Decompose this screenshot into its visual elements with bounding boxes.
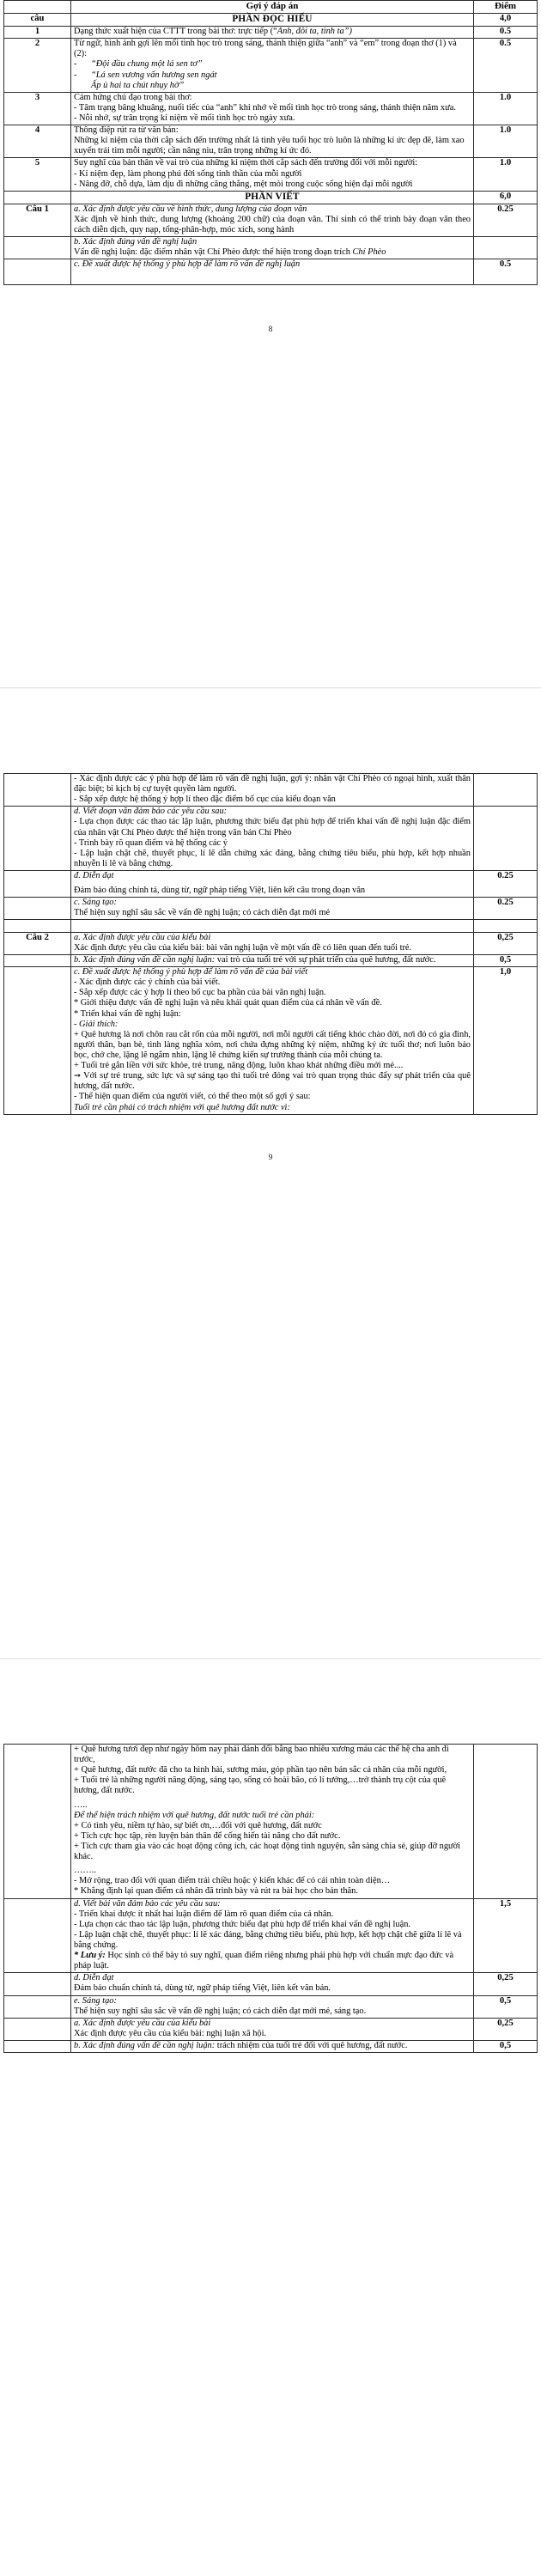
question-score-3: 1.0 xyxy=(474,92,538,125)
q4-bullet-1: Những kỉ niệm của thời cắp sách đến trường nhất là tình yêu tuổi học trò luôn là những kí ức đẹp đẽ, làm xao xuyến trái tim mỗi người; cần nâng niu, trân trọng những kí ức đó. xyxy=(74,136,465,156)
cau1-item-a xyxy=(71,204,474,236)
question-content-4 xyxy=(71,125,474,158)
question-number-1: 1 xyxy=(4,26,71,38)
cau1-c-numcell-cont xyxy=(4,774,71,807)
cau2-c-heading: c. Đề xuất được hệ thống ý phù hợp để làm rõ vấn đề của bài viết xyxy=(74,967,308,977)
cau1-c-score-cont xyxy=(474,774,538,807)
table-row-continued xyxy=(4,967,538,1115)
list-item xyxy=(74,70,471,81)
q2-bullet-text-1: “Đội đầu chung một lá sen tơ” xyxy=(91,59,203,70)
cau2-a-heading: a. Xác định được yêu cầu của kiểu bài xyxy=(74,932,211,942)
cau2-c-after-arrow: - Thể hiện quan điểm của người viết, có thể theo một số gợi ý sau: xyxy=(74,1092,311,1102)
question-content-2 xyxy=(71,39,474,93)
answer-key-table-page-9 xyxy=(3,773,538,1115)
cau2-e-numcell xyxy=(4,1995,71,2018)
cau1-dd-heading: đ. Diễn đạt xyxy=(74,870,114,880)
table-row xyxy=(4,26,538,38)
cau1-item-c-head xyxy=(71,259,474,285)
cau2-c-plus-1: + Quê hương tươi đẹp như ngày hôm nay phải đánh đổi bằng bao nhiêu xương máu các thế hệ cha anh đi trước, xyxy=(74,1745,449,1765)
cau2-item-a2 xyxy=(71,2018,474,2040)
cau2-dd-heading: d. Diễn đạt xyxy=(74,1973,114,1983)
cau2-c-tail-1: - Mở rộng, trao đổi với quan điểm trái chiều hoặc ý kiến khác để có cái nhìn toàn diện… xyxy=(74,1876,391,1886)
cau2-item-c-body xyxy=(71,1745,474,1899)
cau1-d-heading: d. Viết đoạn văn đảm bảo các yêu cầu sau: xyxy=(74,807,228,817)
cau2-d-bullet-1: - Triển khai được ít nhất hai luận điểm để làm rõ quan điểm của cá nhân. xyxy=(74,1909,334,1919)
q3-intro: Cảm hứng chủ đạo trong bài thơ: xyxy=(74,92,192,102)
cau2-a2-body: Xác định được yêu cầu của kiểu bài: nghị luận xã hội. xyxy=(74,2028,267,2038)
cau2-c-line-4: * Triển khai vấn đề nghị luận: xyxy=(74,1008,181,1019)
cau1-item-b xyxy=(71,237,474,259)
cau2-b2-score: 0,5 xyxy=(474,2040,538,2052)
cau1-b-work-title: Chí Phèo xyxy=(352,247,386,258)
q2-intro: Từ ngữ, hình ảnh gợi lên mối tình học trò trong sáng, thánh thiện giữa “anh” và “em” trong đoạn thơ (1) và (2): xyxy=(74,39,457,59)
cau2-item-d xyxy=(71,1898,474,1973)
cau1-c-numcell xyxy=(4,259,71,285)
cau2-item-e xyxy=(71,1995,474,2018)
cau2-c-plus-2: + Quê hương, đất nước đã cho ta hình hài, sương máu, góp phần tạo nên bản sắc cá nhân của mỗi người, xyxy=(74,1765,447,1775)
q5-bullet-1: - Kỉ niệm đẹp, làm phong phú đời sống tinh thần của mỗi người xyxy=(74,168,302,179)
cau2-c-arrow-line: Với sự trẻ trung, sức lực và sự sáng tạo thì tuổi trẻ đóng vai trò quan trọng thúc đẩy sự phát triển của quê hương, đất nước. xyxy=(74,1071,471,1092)
q2-bullet-mark-2: - xyxy=(74,70,77,80)
cau2-c-tail-2: * Khẳng định lại quan điểm cá nhân đã trình bày và rút ra bài học cho bản thân. xyxy=(74,1886,358,1897)
question-number-5: 5 xyxy=(4,158,71,191)
table-row-continued xyxy=(4,774,538,807)
table-row xyxy=(4,237,538,259)
spacer-cell-1 xyxy=(4,920,71,932)
table-row xyxy=(4,870,538,897)
cau1-a-heading: a. Xác định được yêu cầu về hình thức, dung lượng của đoạn văn xyxy=(74,204,307,214)
table-row xyxy=(4,92,538,125)
question-number-2: 2 xyxy=(4,39,71,93)
q1-text-plain: Dạng thức xuất hiện của CTTT trong bài thơ: trực tiếp (“ xyxy=(74,26,277,36)
header-blank-cell xyxy=(4,1,71,14)
q4-intro: Thông điệp rút ra từ văn bản: xyxy=(74,125,179,136)
cau2-d-score: 1,5 xyxy=(474,1898,538,1973)
cau2-dd-score: 0,25 xyxy=(474,1973,538,1995)
right-arrow-icon: ➞ xyxy=(74,1071,82,1081)
cau2-dd-body: Đảm bảo chuẩn chính tả, dùng từ, ngữ pháp tiếng Việt, liên kết văn bản. xyxy=(74,1983,331,1994)
cau1-a-score: 0.25 xyxy=(474,204,538,236)
cau2-b2-heading: b. Xác định đúng vấn đề cần nghị luận: xyxy=(74,2040,216,2050)
page-10 xyxy=(0,1744,541,2053)
cau1-c-bullet-1: - Xác định được các ý phù hợp để làm rõ vấn đề nghị luận, gợi ý: nhân vật Chí Phèo có ngoại hình, xuất thân đặc biệt; bi kịch bị cự tuyệt quyền làm người. xyxy=(74,774,471,795)
q3-bullet-1: - Tâm trạng bâng khuâng, nuối tiếc của “anh” khi nhớ về mối tình học trò trong sáng, thánh thiện năm xưa. xyxy=(74,102,456,113)
cau2-a-score: 0,25 xyxy=(474,932,538,954)
q5-bullet-2: - Nâng đỡ, chỗ dựa, làm dịu đi những căng thẳng, mệt mỏi trong cuộc sống hiện đại mỗi người xyxy=(74,179,413,189)
cau2-c-line-3: * Giới thiệu được vấn đề nghị luận và nêu khái quát quan điểm của cá nhân về vấn đề. xyxy=(74,998,382,1008)
cau1-b-numcell xyxy=(4,237,71,259)
q2-bullet-mark-3 xyxy=(74,81,91,91)
cau2-b2-body: trách nhiệm của tuổi trẻ đối với quê hương, đất nước. xyxy=(215,2040,408,2050)
table-row xyxy=(4,2018,538,2040)
table-row xyxy=(4,39,538,93)
cau2-d-heading: d. Viết bài văn đảm bảo các yêu cầu sau: xyxy=(74,1898,221,1909)
question-score-2: 0.5 xyxy=(474,39,538,93)
spacer-cell-3 xyxy=(474,920,538,932)
cau2-c-numcell-cont xyxy=(4,1745,71,1899)
list-item xyxy=(74,59,471,70)
cau2-d-numcell xyxy=(4,1898,71,1973)
cau1-item-d xyxy=(71,807,474,871)
cau2-c-dots-2: …….. xyxy=(74,1866,96,1876)
cau2-item-b2 xyxy=(71,2040,474,2052)
cau2-b-heading: b. Xác định đúng vấn đề cần nghị luận: xyxy=(74,954,216,965)
table-header-row xyxy=(4,1,538,14)
table-row xyxy=(4,932,538,954)
cau1-e-body: Thể hiện suy nghĩ sâu sắc về vấn đề nghị luận; có cách diễn đạt mới mẻ xyxy=(74,908,331,918)
table-row xyxy=(4,954,538,966)
cau2-a2-heading: a. Xác định được yêu cầu của kiểu bài xyxy=(74,2018,211,2028)
cau2-e-heading: e. Sáng tạo: xyxy=(74,1995,117,2006)
cau2-a2-score: 0,25 xyxy=(474,2018,538,2040)
question-content-5 xyxy=(71,158,474,191)
page-break-2 xyxy=(0,1658,541,1744)
table-row xyxy=(4,158,538,191)
cau1-d-bullet-2: - Trình bày rõ quan điểm và hệ thống các ý xyxy=(74,837,228,848)
section-reading-row xyxy=(4,13,538,26)
question-number-3: 3 xyxy=(4,92,71,125)
cau2-label: Câu 2 xyxy=(4,932,71,954)
page-break-1 xyxy=(0,687,541,773)
section-title-writing: PHẦN VIẾT xyxy=(71,191,474,204)
page-separator-line-2 xyxy=(0,1658,541,1659)
question-content-1 xyxy=(71,26,474,38)
table-row xyxy=(4,1995,538,2018)
question-score-4: 1.0 xyxy=(474,125,538,158)
table-row-continued xyxy=(4,1745,538,1899)
cau2-c-plus-4: + Có tình yêu, niềm tự hào, sự biết ơn,…đối với quê hương, đất nước xyxy=(74,1820,322,1830)
cau1-c-heading: c. Đề xuất được hệ thống ý phù hợp để làm rõ vấn đề nghị luận xyxy=(74,259,301,270)
answer-key-table-page-8 xyxy=(3,0,538,285)
cau1-dd-numcell xyxy=(4,870,71,897)
table-row xyxy=(4,2040,538,2052)
section-score-reading: 4,0 xyxy=(474,13,538,26)
cau1-d-bullet-3: - Lập luận chặt chẽ, thuyết phục, lí lẽ dẫn chứng xác đáng, bằng chứng tiêu biểu, phù hợp, kết hợp nhuần nhuyễn lí lẽ và bằng chứng. xyxy=(74,848,471,868)
page-number-9: 9 xyxy=(268,1153,273,1162)
question-content-3 xyxy=(71,92,474,125)
cau2-b2-numcell xyxy=(4,2040,71,2052)
table-row xyxy=(4,807,538,871)
page-9 xyxy=(0,773,541,1658)
cau2-c-numcell xyxy=(4,967,71,1115)
section-title-reading: PHẦN ĐỌC HIỂU xyxy=(71,13,474,26)
cau1-b-score xyxy=(474,237,538,259)
cau2-c-giaithich-2: + Tuổi trẻ gắn liền với sức khỏe, trẻ trung, năng động, luôn khao khát những điều mới mẻ.... xyxy=(74,1061,404,1071)
cau2-item-b xyxy=(71,954,474,966)
q2-bullet-mark-1: - xyxy=(74,59,77,70)
cau2-c-italic-line-2: Để thể hiện trách nhiệm với quê hương, đất nước tuổi trẻ cần phải: xyxy=(74,1810,315,1820)
table-row-spacer xyxy=(4,920,538,932)
spacer-cell-2 xyxy=(71,920,474,932)
cau1-d-numcell xyxy=(4,807,71,871)
cau1-a-body: Xác định về hình thức, dung lượng (khoảng 200 chữ) của đoạn văn. Thí sinh có thể trình bày đoạn văn theo cách diễn dịch, quy nạp, tổng-phân-hợp, móc xích, song hành xyxy=(74,214,471,234)
cau2-c-plus-3: + Tuổi trẻ là những người năng động, sáng tạo, sống có hoài bão, có lí tưởng,…trở thành trụ cột của quê hương, đất nước. xyxy=(74,1775,447,1796)
page-number-8: 8 xyxy=(268,326,273,335)
cau2-d-luuy-label: * Lưu ý: xyxy=(74,1951,106,1961)
cau1-label: Câu 1 xyxy=(4,204,71,236)
cau2-c-score: 1,0 xyxy=(474,967,538,1115)
cau1-e-score: 0.25 xyxy=(474,898,538,920)
cau2-dd-numcell xyxy=(4,1973,71,1995)
page-separator-line xyxy=(0,687,541,689)
cau2-e-body: Thể hiện suy nghĩ sâu sắc về vấn đề nghị luận; có cách diễn đạt mới mẻ, sáng tạo. xyxy=(74,2006,367,2016)
cau2-item-c-head xyxy=(71,967,474,1115)
cau2-c-italic-line-1: Tuổi trẻ cần phải có trách nhiệm với quê hương đất nước vì: xyxy=(74,1102,290,1112)
table-row xyxy=(4,898,538,920)
question-score-5: 1.0 xyxy=(474,158,538,191)
header-score-label: Điểm xyxy=(474,1,538,14)
cau1-item-dd xyxy=(71,870,474,897)
section-writing-row xyxy=(4,191,538,204)
cau2-d-luuy-text: Học sinh có thể bày tỏ suy nghĩ, quan điểm riêng nhưng phải phù hợp với chuẩn mực đạo đức và pháp luật. xyxy=(74,1951,454,1971)
cau2-c-score-cont xyxy=(474,1745,538,1899)
cau2-c-giaithich-1: + Quê hương là nơi chôn rau cắt rốn của mỗi người, nơi mỗi người cất tiếng khóc chào đời, nơi đó có gia đình, người thân, bạn bè, tình làng nghĩa xóm, nơi chứa đựng những kỷ niệm, những ký ức tuổi thơ; nơi luôn bảo bọc, chở che, lặng lẽ ngắm nhìn, lặng lẽ chứng kiến sự trưởng thành của mỗi chúng ta. xyxy=(74,1029,471,1060)
q1-text-italic: Anh, đôi ta, tình ta”) xyxy=(277,26,352,36)
cau2-a2-numcell xyxy=(4,2018,71,2040)
cau2-e-score: 0,5 xyxy=(474,1995,538,2018)
list-item xyxy=(74,81,471,91)
cau1-b-heading: b. Xác định đúng vấn đề nghị luận xyxy=(74,237,198,247)
table-row xyxy=(4,204,538,236)
answer-key-table-page-10 xyxy=(3,1744,538,2053)
cau2-d-bullet-3: - Lập luận chặt chẽ, thuyết phục: lí lẽ xác đáng, bằng chứng tiêu biểu, phù hợp, kết hợp chặt chẽ giữa lí lẽ và bằng chứng. xyxy=(74,1929,462,1950)
cau1-e-numcell xyxy=(4,898,71,920)
cau1-dd-score: 0.25 xyxy=(474,870,538,897)
question-score-1: 0.5 xyxy=(474,26,538,38)
cau1-c-bullet-2: - Sắp xếp được hệ thống ý hợp lí theo đặc điểm bố cục của kiểu đoạn văn xyxy=(74,795,336,805)
question-number-4: 4 xyxy=(4,125,71,158)
cau2-b-numcell xyxy=(4,954,71,966)
cau1-dd-body: Đảm bảo đúng chính tả, dùng từ, ngữ pháp tiếng Việt, liên kết câu trong đoạn văn xyxy=(74,886,366,896)
cau2-c-line-2: - Sắp xếp được các ý hợp lí theo bố cục ba phần của bài văn nghị luận. xyxy=(74,988,326,998)
cau1-d-bullet-1: - Lựa chọn được các thao tác lập luận, phương thức biểu đạt phù hợp để triển khai vấn đề nghị luận đặc điểm của nhân vật Chí Phèo được thể hiện trong văn bản Chí Phèo xyxy=(74,817,471,837)
cau2-item-a xyxy=(71,932,474,954)
q5-intro: Suy nghĩ của bản thân về vai trò của những kỉ niệm thời cắp sách đến trường đối với mỗi người: xyxy=(74,158,418,168)
cau2-c-plus-6: + Tích cực tham gia vào các hoạt động công ích, các hoạt động tình nguyện, sẵn sàng chia sẻ, giúp đỡ người khác. xyxy=(74,1841,461,1862)
table-row xyxy=(4,1898,538,1973)
cau2-b-score: 0,5 xyxy=(474,954,538,966)
cau2-c-giaithich-label: - Giải thích: xyxy=(74,1019,119,1029)
cau1-c-score: 0.5 xyxy=(474,259,538,285)
cau2-item-dd xyxy=(71,1973,474,1995)
table-row xyxy=(4,125,538,158)
q2-bullet-text-2: “Lá sen vương vấn hương sen ngát xyxy=(91,70,217,80)
cau2-a-body: Xác định được yêu cầu của kiểu bài: bài văn nghị luận về một vấn đề có liên quan đến tuổi trẻ. xyxy=(74,942,412,953)
table-row xyxy=(4,1973,538,1995)
cau2-d-bullet-2: - Lựa chọn các thao tác lập luận, phương thức biểu đạt phù hợp để triển khai vấn đề nghị luận. xyxy=(74,1919,411,1929)
cau1-item-e xyxy=(71,898,474,920)
cau2-c-dots-1: ….. xyxy=(74,1800,88,1810)
section-score-writing: 6,0 xyxy=(474,191,538,204)
cau2-c-plus-5: + Tích cực học tập, rèn luyện bản thân để cống hiến tài năng cho đất nước. xyxy=(74,1830,341,1841)
cau1-d-score xyxy=(474,807,538,871)
cau2-c-line-1: - Xác định được các ý chính của bài viết. xyxy=(74,977,221,988)
cau1-b-body: Vấn đề nghị luận: đặc điểm nhân vật Chí Phèo được thể hiện trong đoạn trích xyxy=(74,247,353,258)
q3-bullet-2: - Nỗi nhớ, sự trân trọng kỉ niệm về mối tình học trò ngày xưa. xyxy=(74,113,295,123)
cau1-e-heading: c. Sáng tạo: xyxy=(74,898,117,908)
cau1-item-c-body xyxy=(71,774,474,807)
column-label-cau: câu xyxy=(4,13,71,26)
cau2-b-body: vai trò của tuổi trẻ với sự phát triển của quê hương, đất nước. xyxy=(215,954,436,965)
header-answer-label: Gợi ý đáp án xyxy=(71,1,474,14)
q2-bullet-text-3: Ấp ủ hai ta chút nhụy hờ” xyxy=(91,80,185,90)
section-writing-blank xyxy=(4,191,71,204)
page-8 xyxy=(0,0,541,687)
table-row-continued xyxy=(4,259,538,285)
